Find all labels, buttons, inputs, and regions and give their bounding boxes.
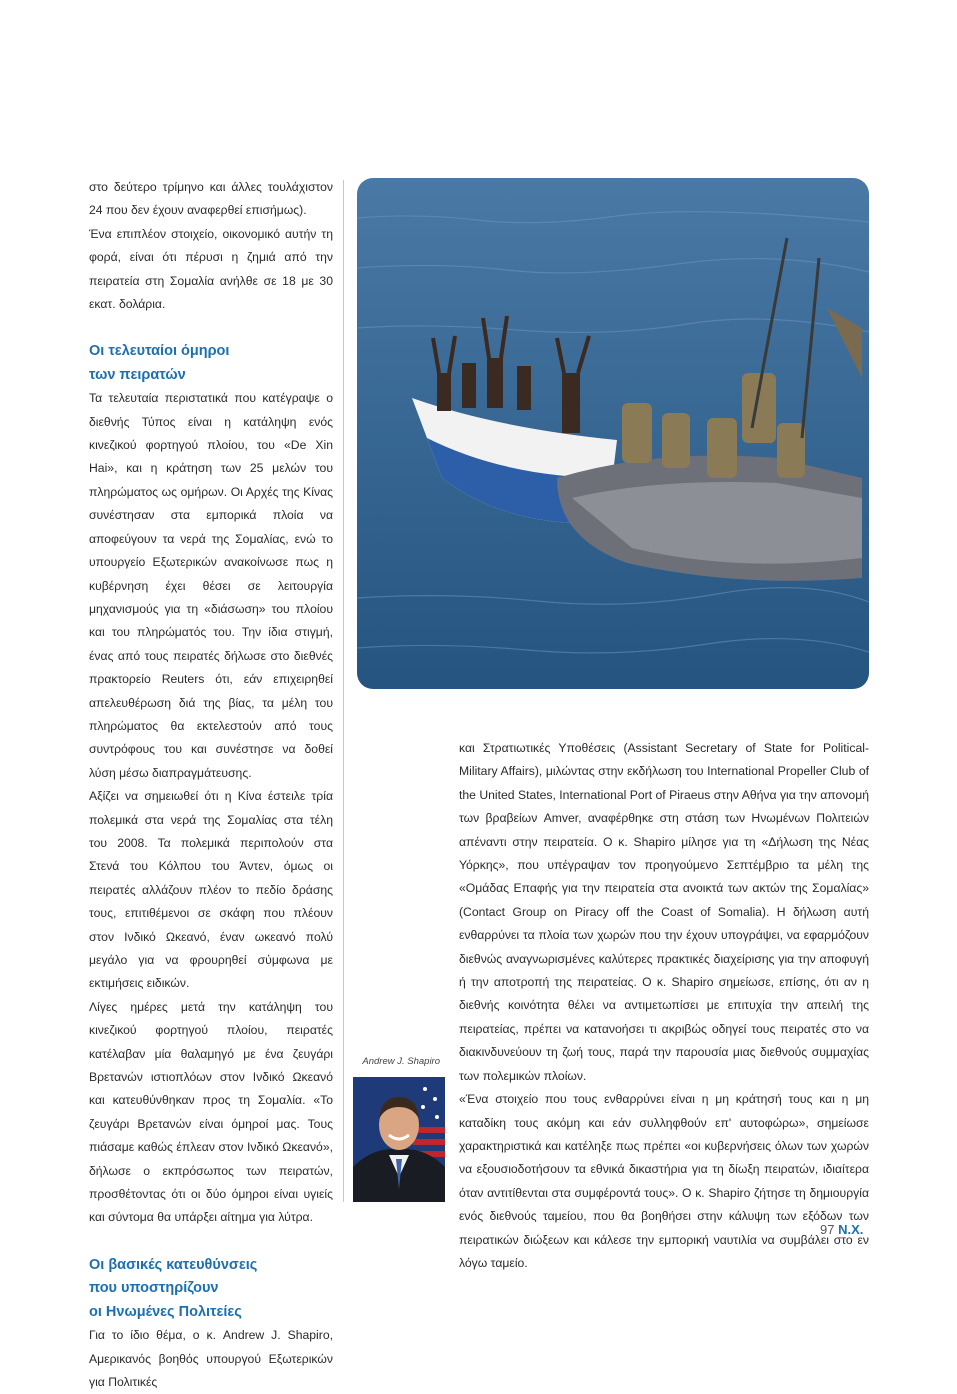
paragraph: στο δεύτερο τρίμηνο και άλλες τουλάχιστον 24 που δεν έχουν αναφερθεί επισήμως). [89, 180, 333, 218]
heading-line: των πειρατών [89, 366, 186, 383]
paragraph: «Ένα στοιχείο που τους ενθαρρύνει είναι η μη κράτησή τους και η μη καταδίκη τους ακόμη και εάν συλληφθούν επ' αυτοφώρω», σημείωσε χαρακτηριστικά και κατέληξε πως πρέπει «οι κυβερνήσεις όλων των χωρών να εξουσιοδοτήσουν τα εθνικά δικαστήρια για τη δίωξη πειρατών, ιδιαίτερα όταν αντιτίθενται στα συμφέροντά τους». Ο κ. Shapiro ζήτησε τη δημιουργία ενός διεθνούς ταμείου, που θα βοηθήσει στην κάλυψη των εξόδων των πειρατικών διώξεων και κάλεσε την εμπορική ναυτιλία να συμβάλει στο εν λόγω ταμείο. [459, 1092, 869, 1270]
section-heading [89, 340, 333, 387]
paragraph: Ένα επιπλέον στοιχείο, οικονομικό αυτήν τη φορά, είναι ότι πέρυσι η ζημιά από την πειρατεία στη Σομαλία ανήλθε σε 18 με 30 εκατ. δολάρια. [89, 226, 333, 312]
heading-line: οι Ηνωμένες Πολιτείες [89, 1303, 242, 1320]
heading-line: Οι βασικές κατευθύνσεις [89, 1256, 258, 1273]
piracy-photo [357, 178, 869, 689]
heading-line: που υποστηρίζουν [89, 1280, 219, 1297]
right-column [459, 737, 869, 1275]
left-column [89, 176, 333, 1394]
column-divider [343, 180, 344, 1202]
magazine-brand: N.X. [838, 1222, 864, 1237]
section-heading [89, 1254, 333, 1324]
paragraph: Για το ίδιο θέμα, ο κ. Andrew J. Shapiro, Αμερικανός βοηθός υπουργού Εξωτερικών για Πολιτικές [89, 1328, 333, 1389]
paragraph: Τα τελευταία περιστατικά που κατέγραψε ο διεθνής Τύπος είναι η κατάληψη ενός κινεζικού φορτηγού πλοίου, του «De Xin Hai», και η κράτηση των 25 μελών του πληρώματος ως ομήρων. Οι Αρχές της Κίνας συνέστησαν στα εμπορικά πλοία να αποφεύγουν τα νερά της Σομαλίας, ενώ το υπουργείο Εξωτερικών ανακοίνωσε πως η κυβέρνηση έχει θέσει σε λειτουργία μηχανισμούς για τη «διάσωση» του πλοίου και του πληρώματός του. Την ίδια στιγμή, ένας από τους πειρατές δήλωσε στο διεθνές πρακτορείο Reuters ότι, εάν επιχειρηθεί απελευθέρωση διά της βίας, τα μέλη του πληρώματος θα εκτελεστούν από τους συντρόφους του και συνέστησε να δοθεί λύση μέσω διαπραγμάτευσης. [89, 391, 333, 780]
paragraph: Αξίζει να σημειωθεί ότι η Κίνα έστειλε τρία πολεμικά στα νερά της Σομαλίας στα τέλη του 2008. Τα πολεμικά περιπολούν στα Στενά του Κόλπου του Άντεν, όμως οι πειρατές αλλάζουν πλέον το πεδίο δράσης τους, επιτιθέμενοι σε σκάφη που πλέουν στον Ινδικό Ωκεανό, έναν ωκεανό πολύ μεγάλο για να φρουρηθεί σύμφωνα με εκτιμήσεις ειδικών. [89, 789, 333, 991]
page-footer [820, 1222, 863, 1237]
paragraph: Λίγες ημέρες μετά την κατάληψη του κινεζικού φορτηγού πλοίου, πειρατές κατέλαβαν μία θαλαμηγό με ένα ζευγάρι Βρετανών ιστιοπλόων στον Ινδικό Ωκεανό και κατευθύνθηκαν προς τη Σομαλία. «Το ζευγάρι Βρετανών είναι όμηροί μας. Τους πιάσαμε καθώς έπλεαν στον Ινδικό Ωκεανό», δήλωσε ο εκπρόσωπος των πειρατών, προσθέτοντας ότι οι δύο όμηροι είναι υγιείς και σύντομα θα υπάρξει αίτημα για λύτρα. [89, 999, 333, 1225]
page-number: 97 [820, 1222, 835, 1237]
shapiro-portrait [353, 1077, 445, 1202]
paragraph: και Στρατιωτικές Υποθέσεις (Assistant Secretary of State for Political-Military Affairs), μιλώντας στην εκδήλωση του International Propeller Club of the United States, International Port of Piraeus στην Αθήνα για την απονομή των βραβείων Amver, αναφέρθηκε στη στάση των Ηνωμένων Πολιτειών απέναντι στην πειρατεία. Ο κ. Shapiro μίλησε για τη «Δήλωση της Νέας Υόρκης», που υπέγραψαν τον προηγούμενο Σεπτέμβριο τα μέλη της «Ομάδας Επαφής για την πειρατεία στα ανοικτά των ακτών της Σομαλίας» (Contact Group on Piracy off the Coast of Somalia). Η δήλωση αυτή ενθαρρύνει τα πλοία των χωρών που την έχουν υπογράψει, να εφαρμόζουν διεθνώς αναγνωρισμένες καλύτερες πρακτικές διαχείρισης για την αποφυγή ή την αποτροπή της πειρατείας. Ο κ. Shapiro σημείωσε, επίσης, ότι αν η διεθνής κοινότητα θέλει να αντιμετωπίσει με επιτυχία την απειλή της πειρατείας, πρέπει να κατανοήσει τι ακριβώς οδηγεί τους πειρατές στο να διακινδυνεύουν τη ζωή τους, παρά την παρουσία μιας διεθνούς συμμαχίας των πολεμικών πλοίων. [459, 741, 869, 1083]
portrait-caption: Andrew J. Shapiro [362, 1056, 440, 1067]
heading-line: Οι τελευταίοι όμηροι [89, 343, 230, 360]
